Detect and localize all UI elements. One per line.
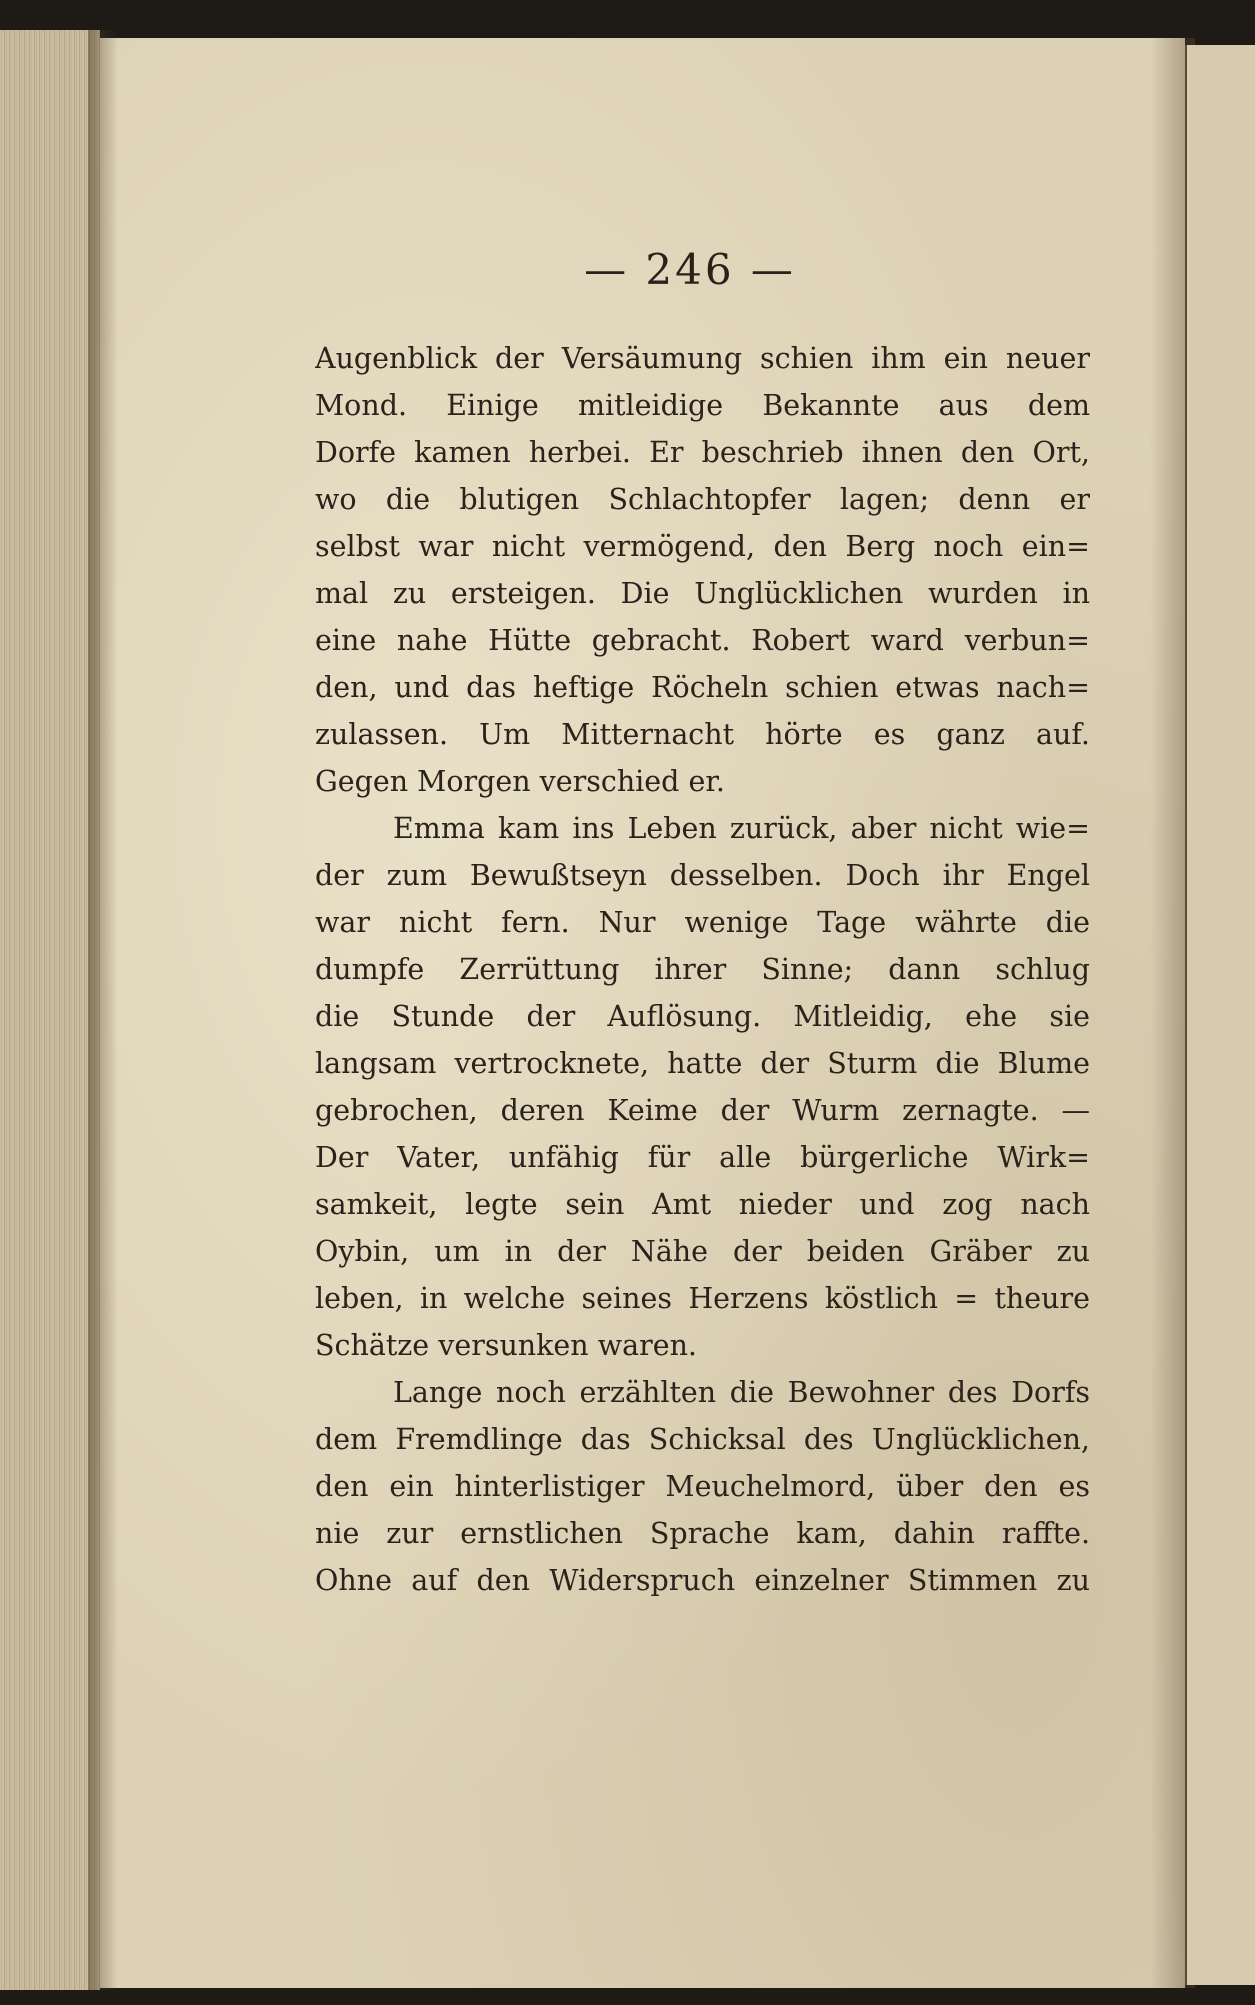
text-line: Gegen Morgen verschied er. — [315, 765, 725, 798]
text-line: Schätze versunken waren. — [315, 1329, 697, 1362]
text-line: wo die blutigen Schlachtopfer lagen; denn er — [315, 483, 1090, 516]
text-line: dem Fremdlinge das Schicksal des Unglücklichen, — [315, 1423, 1090, 1456]
text-line: der zum Bewußtseyn desselben. Doch ihr Engel — [315, 859, 1090, 892]
text-line: Oybin, um in der Nähe der beiden Gräber zu — [315, 1235, 1090, 1268]
text-line: Lange noch erzählten die Bewohner des Dorfs — [393, 1376, 1090, 1409]
text-line: selbst war nicht vermögend, den Berg noch ein= — [315, 530, 1090, 563]
text-line: Der Vater, unfähig für alle bürgerliche Wirk= — [315, 1141, 1090, 1174]
page-edges — [0, 30, 100, 1990]
body-text — [315, 335, 1090, 1604]
text-line: Emma kam ins Leben zurück, aber nicht wie= — [393, 812, 1090, 845]
text-line: gebrochen, deren Keime der Wurm zernagte. — — [315, 1094, 1090, 1127]
text-line: leben, in welche seines Herzens köstlich = theure — [315, 1282, 1090, 1315]
text-line: den ein hinterlistiger Meuchelmord, über den es — [315, 1470, 1090, 1503]
text-line: zulassen. Um Mitternacht hörte es ganz auf. — [315, 718, 1090, 751]
text-line: eine nahe Hütte gebracht. Robert ward verbun= — [315, 624, 1090, 657]
page-number: — 246 — — [584, 245, 796, 294]
text-line: war nicht fern. Nur wenige Tage währte die — [315, 906, 1090, 939]
text-line: den, und das heftige Röcheln schien etwas nach= — [315, 671, 1090, 704]
text-line: Augenblick der Versäumung schien ihm ein neuer — [315, 342, 1090, 375]
text-line: Ohne auf den Widerspruch einzelner Stimmen zu — [315, 1564, 1090, 1597]
binding-shadow — [88, 30, 118, 1990]
text-line: samkeit, legte sein Amt nieder und zog nach — [315, 1188, 1090, 1221]
text-line: dumpfe Zerrüttung ihrer Sinne; dann schlug — [315, 953, 1090, 986]
text-line: Mond. Einige mitleidige Bekannte aus dem — [315, 389, 1090, 422]
facing-page-edge — [1185, 45, 1255, 1985]
text-line: die Stunde der Auflösung. Mitleidig, ehe sie — [315, 1000, 1090, 1033]
text-line: mal zu ersteigen. Die Unglücklichen wurden in — [315, 577, 1090, 610]
text-line: Dorfe kamen herbei. Er beschrieb ihnen den Ort, — [315, 436, 1090, 469]
text-line: nie zur ernstlichen Sprache kam, dahin raffte. — [315, 1517, 1090, 1550]
text-line: langsam vertrocknete, hatte der Sturm die Blume — [315, 1047, 1090, 1080]
